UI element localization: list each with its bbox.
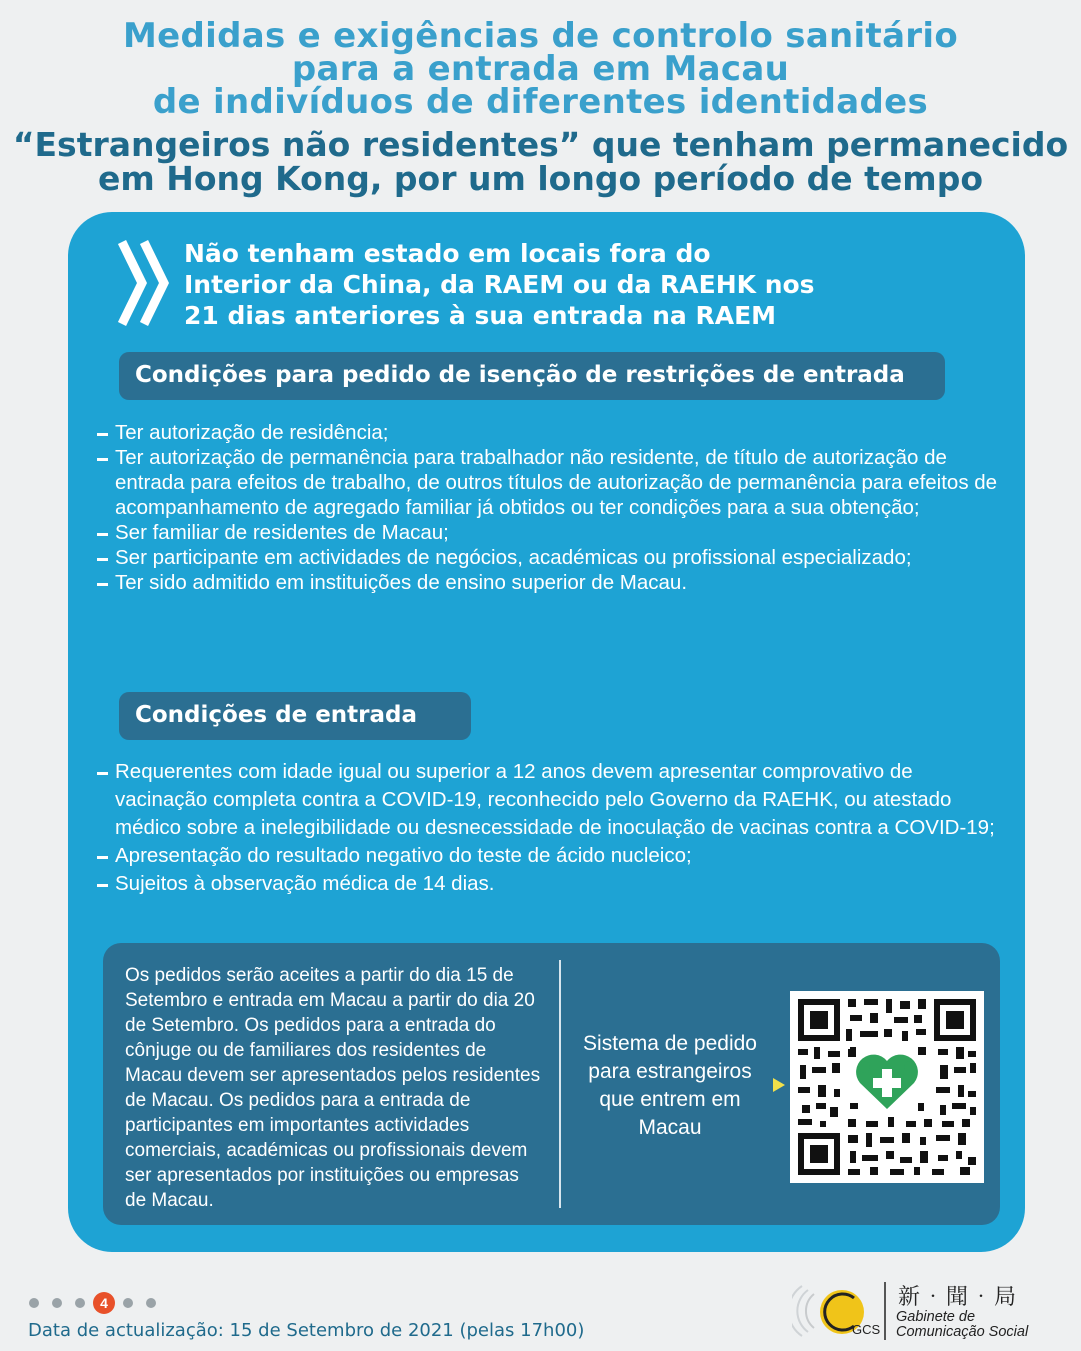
title-line-1: Medidas e exigências de controlo sanitário <box>122 16 958 56</box>
double-chevron-icon <box>116 238 176 328</box>
list-item: Ter sido admitido em instituições de ensino superior de Macau. <box>97 570 1007 595</box>
list-item: Sujeitos à observação médica de 14 dias. <box>97 870 997 898</box>
qr-code-icon <box>790 991 984 1183</box>
logo-name-line-2: Comunicação Social <box>896 1324 1029 1340</box>
exemption-conditions-list <box>97 420 1007 595</box>
triangle-arrow-icon <box>772 1077 786 1093</box>
page-dot <box>75 1298 85 1308</box>
logo-abbreviation: GCS <box>852 1322 881 1337</box>
page-dot <box>29 1298 39 1308</box>
page-dot <box>52 1298 62 1308</box>
title-line-3: de indivíduos de diferentes identidades <box>152 82 929 122</box>
list-item: Ser familiar de residentes de Macau; <box>97 520 1007 545</box>
qr-label: Sistema de pedido para estrangeiros que entrem em Macau <box>583 1032 757 1139</box>
page-dot <box>146 1298 156 1308</box>
pagination-dots <box>28 1292 168 1314</box>
list-item: Apresentação do resultado negativo do teste de ácido nucleico; <box>97 842 997 870</box>
headline-line-2: Interior da China, da RAEM ou da RAEHK nos <box>184 270 815 299</box>
subtitle-line-2: em Hong Kong, por um longo período de tempo <box>97 159 983 198</box>
list-item: Ter autorização de residência; <box>97 420 1007 445</box>
logo-portuguese-name <box>896 1310 1028 1340</box>
update-date: Data de actualização: 15 de Setembro de 2021 (pelas 17h00) <box>28 1320 585 1341</box>
page-title <box>0 16 1081 122</box>
list-item: Ter autorização de permanência para trabalhador não residente, de título de autorização de entrada para efeitos de trabalho, de outros títulos de autorização de permanência para efeitos de acompanhamento de agregado familiar já obtidos ou ter condições para a sua obtenção; <box>97 445 1007 520</box>
logo-name-line-1: Gabinete de <box>896 1309 976 1325</box>
logo-chinese-name: 新‧聞‧局 <box>898 1285 1019 1310</box>
entry-conditions-list <box>97 758 997 898</box>
current-page-number: 4 <box>100 1295 108 1311</box>
page-subtitle <box>0 125 1081 198</box>
headline <box>184 238 984 331</box>
page-dot <box>123 1298 133 1308</box>
application-notice: Os pedidos serão aceites a partir do dia 15 de Setembro e entrada em Macau a partir do dia 20 de Setembro. Os pedidos para a entrada do cônjuge ou de familiares dos residentes de Macau devem ser apresentados pelos residentes de Macau. Os pedidos para a entrada de participantes em importantes actividades comerciais, académicas ou profissionais devem ser apresentados por instituições ou empresas de Macau. <box>125 965 541 1211</box>
entry-conditions-heading: Condições de entrada <box>119 692 471 740</box>
list-item: Ser participante em actividades de negócios, académicas ou profissional especializado; <box>97 545 1007 570</box>
headline-line-1: Não tenham estado em locais fora do <box>184 239 711 268</box>
headline-line-3: 21 dias anteriores à sua entrada na RAEM <box>184 301 777 330</box>
subtitle-line-1: “Estrangeiros não residentes” que tenham permanecido <box>12 125 1069 164</box>
list-item: Requerentes com idade igual ou superior a 12 anos devem apresentar comprovativo de vacinação completa contra a COVID-19, reconhecido pelo Governo da RAEHK, ou atestado médico sobre a inelegibilidade ou desnecessidade de inoculação de vacinas contra a COVID-19; <box>97 758 997 842</box>
title-line-2: para a entrada em Macau <box>291 49 790 89</box>
exemption-conditions-heading: Condições para pedido de isenção de restrições de entrada <box>119 352 945 400</box>
qr-code[interactable] <box>790 991 984 1183</box>
divider <box>559 960 561 1208</box>
